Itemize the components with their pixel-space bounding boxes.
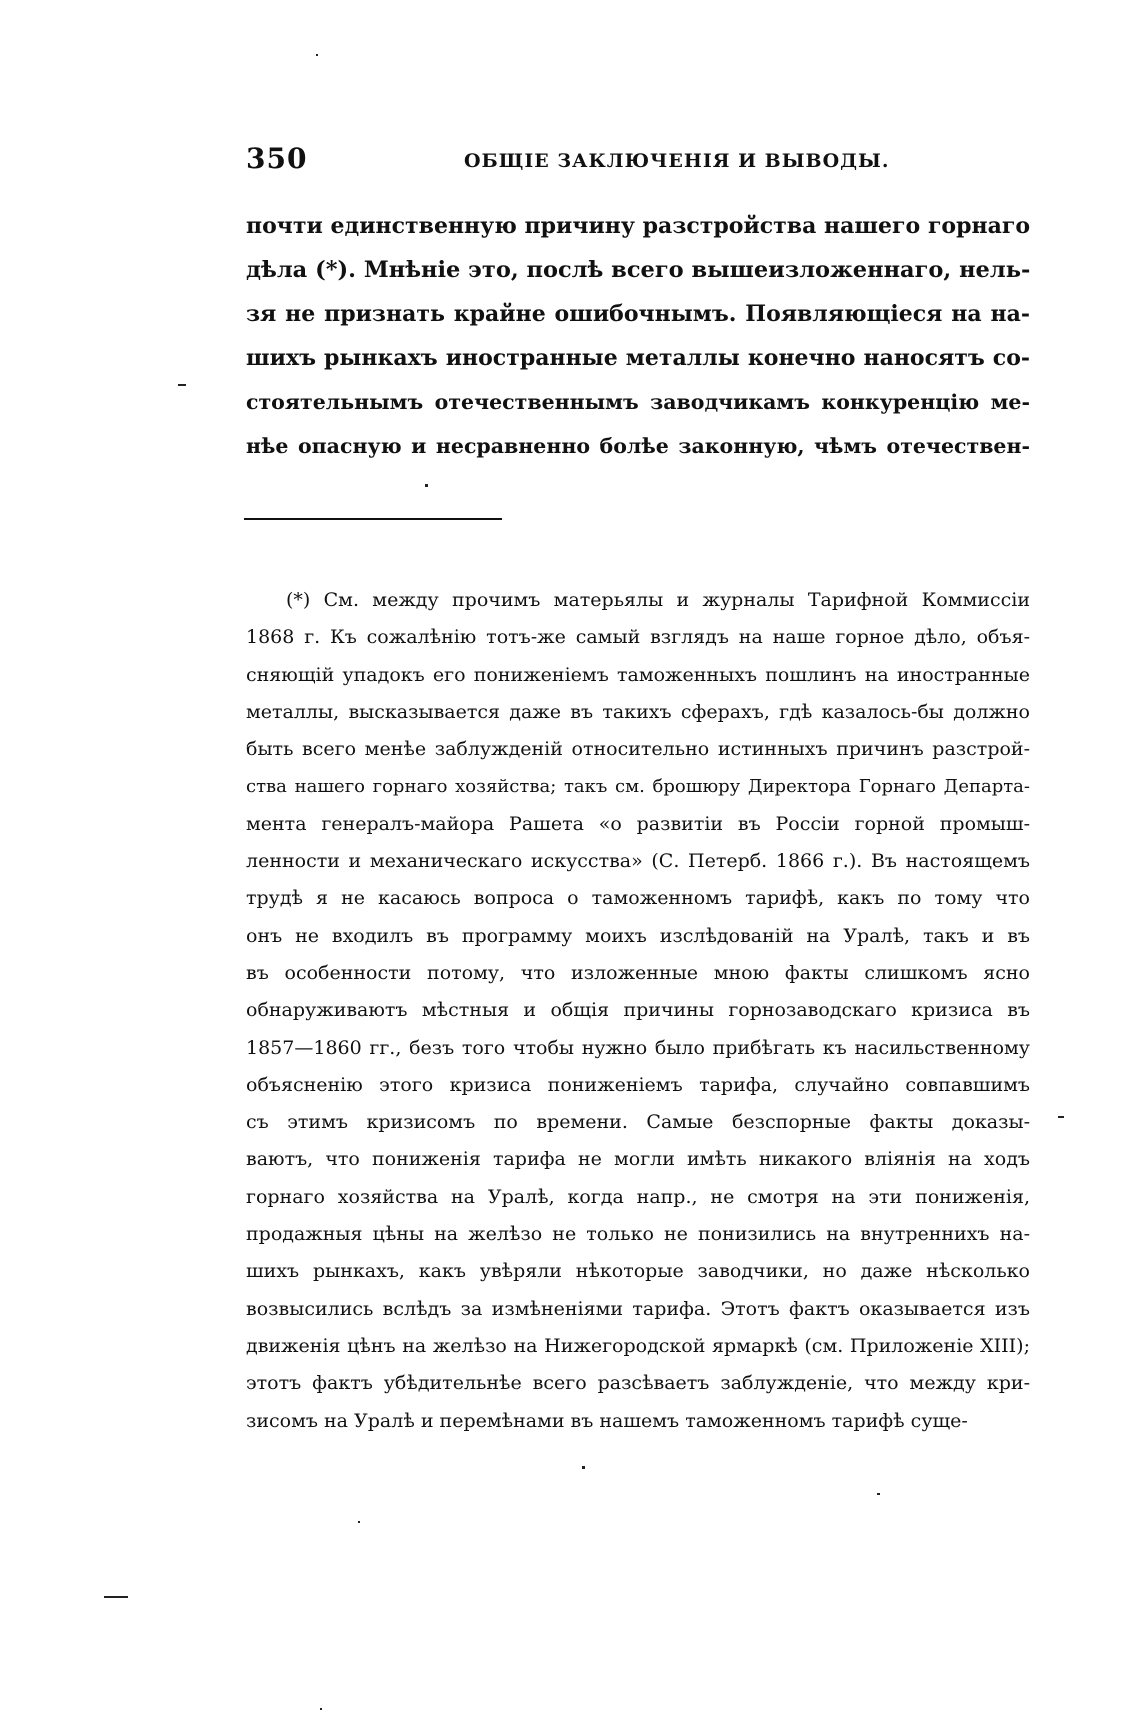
footnote-separator — [244, 518, 502, 520]
running-title: ОБЩІЕ ЗАКЛЮЧЕНІЯ И ВЫВОДЫ. — [464, 150, 890, 172]
footnote-line: трудѣ я не касаюсь вопроса о таможенномъ тарифѣ, какъ по тому что — [246, 887, 1030, 910]
footnote-line: 1868 г. Къ сожалѣнію тотъ-же самый взглядъ на наше горное дѣло, объя- — [246, 626, 1030, 649]
footnote-line: онъ не входилъ въ программу моихъ изслѣдованій на Уралѣ, такъ и въ — [246, 924, 1030, 947]
footnote-line: 1857—1860 гг., безъ того чтобы нужно было прибѣгать къ насильственному — [246, 1036, 1030, 1059]
scan-speck — [178, 384, 186, 386]
page-header — [246, 142, 1036, 182]
body-line: зя не признать крайне ошибочнымъ. Появляющіеся на на- — [246, 301, 1030, 327]
footnote-line: мента генералъ-майора Рашета «о развитіи въ Россіи горной промыш- — [246, 812, 1030, 835]
footnote-line: шихъ рынкахъ, какъ увѣряли нѣкоторые заводчики, но даже нѣсколько — [246, 1260, 1030, 1283]
footnote-line: ленности и механическаго искусства» (С. Петерб. 1866 г.). Въ настоящемъ — [246, 850, 1030, 873]
footnote-line: ваютъ, что пониженія тарифа не могли имѣть никакого вліянія на ходъ — [246, 1148, 1030, 1171]
footnote-line: зисомъ на Уралѣ и перемѣнами въ нашемъ таможенномъ тарифѣ суще- — [246, 1409, 968, 1432]
body-line: дѣла (*). Мнѣніе это, послѣ всего вышеизложеннаго, нель- — [246, 257, 1031, 283]
main-text — [246, 204, 1030, 468]
body-line: нѣе опасную и несравненно болѣе законную, чѣмъ отечествен- — [246, 434, 1030, 458]
footnote-line: быть всего менѣе заблужденій относительно истинныхъ причинъ разстрой- — [246, 738, 1030, 761]
margin-mark — [104, 1596, 128, 1598]
footnote-line: возвысились вслѣдъ за измѣненіями тарифа. Этотъ фактъ оказывается изъ — [246, 1297, 1030, 1320]
scan-speck — [877, 1493, 880, 1495]
footnote-line: продажныя цѣны на желѣзо не только не понизились на внутреннихъ на- — [246, 1223, 1030, 1246]
footnote-line: (*) См. между прочимъ матерьялы и журналы Тарифной Коммиссіи — [286, 589, 1030, 611]
footnote-line: объясненію этого кризиса пониженіемъ тарифа, случайно совпавшимъ — [246, 1073, 1030, 1096]
body-line: шихъ рынкахъ иностранные металлы конечно наносятъ со- — [246, 345, 1030, 371]
scan-speck — [316, 54, 318, 56]
body-line: почти единственную причину разстройства нашего горнаго — [246, 213, 1030, 239]
footnote-line: горнаго хозяйства на Уралѣ, когда напр., не смотря на эти пониженія, — [246, 1185, 1030, 1208]
page-number: 350 — [246, 142, 308, 175]
footnote-line: въ особенности потому, что изложенные мною факты слишкомъ ясно — [246, 961, 1030, 984]
scan-speck — [358, 1521, 360, 1523]
scan-speck — [582, 1466, 585, 1469]
footnote-line: движенія цѣнъ на желѣзо на Нижегородской ярмаркѣ (см. Приложеніе XIII); — [246, 1334, 1030, 1357]
footnote-line: ства нашего горнаго хозяйства; такъ см. брошюру Директора Горнаго Департа- — [246, 776, 1030, 798]
footnote — [246, 582, 1030, 1440]
scan-speck — [1058, 1116, 1064, 1118]
footnote-line: съ этимъ кризисомъ по времени. Самые безспорные факты доказы- — [246, 1111, 1030, 1134]
footnote-line: сняющій упадокъ его пониженіемъ таможенныхъ пошлинъ на иностранные — [246, 663, 1030, 686]
footnote-line: обнаруживаютъ мѣстныя и общія причины горнозаводскаго кризиса въ — [246, 999, 1030, 1022]
scan-speck — [320, 1708, 322, 1710]
footnote-line: металлы, высказывается даже въ такихъ сферахъ, гдѣ казалось-бы должно — [246, 700, 1030, 723]
body-line: стоятельнымъ отечественнымъ заводчикамъ конкуренцію ме- — [246, 390, 1030, 414]
scan-speck — [425, 484, 428, 487]
footnote-line: этотъ фактъ убѣдительнѣе всего разсѣваетъ заблужденіе, что между кри- — [246, 1372, 1030, 1395]
